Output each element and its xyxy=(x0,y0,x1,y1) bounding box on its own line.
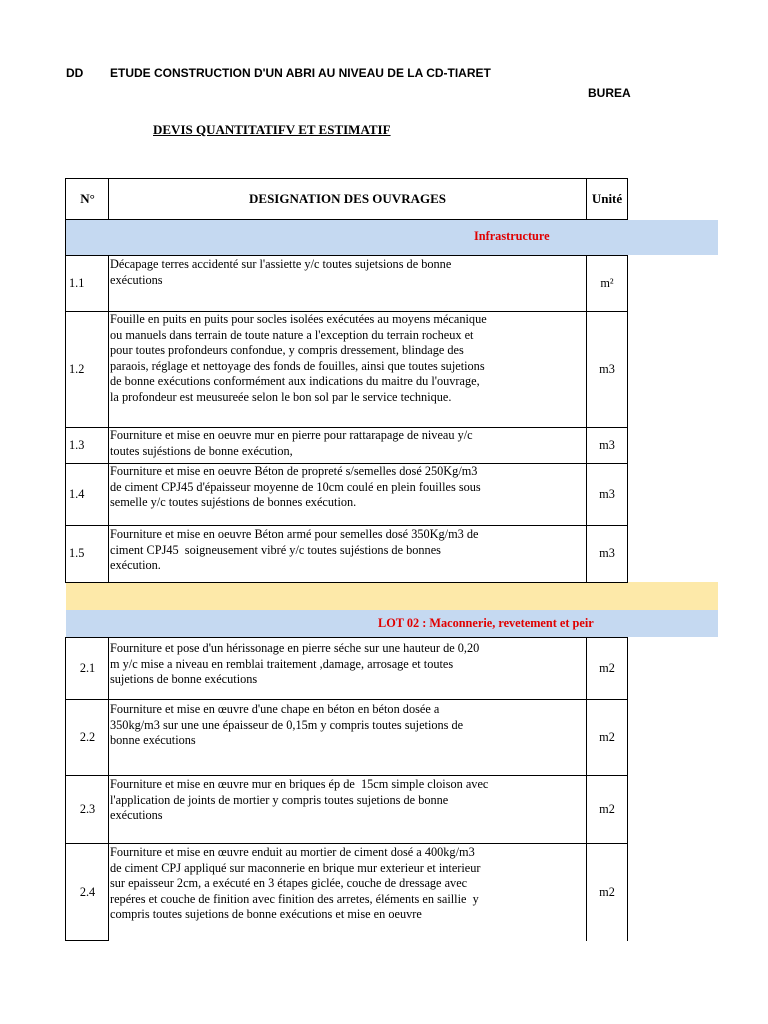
row-designation: Fourniture et pose d'un hérissonage en pierre séche sur une hauteur de 0,20 m y/c mise a niveau en remblai traitement ,damage, arrosage et toutes sujetions de bonne exécutions xyxy=(110,641,480,687)
grid-line xyxy=(65,699,628,700)
row-designation: Fourniture et mise en œuvre enduit au mortier de ciment dosé a 400kg/m3 de ciment CPJ appliqué sur maconnerie en brique mur exterieur et interieur sur epaisseur 2cm, a exécuté en 3 étapes giclée, couche de dressage avec repéres et couche de finition avec finition des arretes, éléments en saillie y compris toutes sujetions de bonne exécutions et mise en oeuvre xyxy=(110,845,481,922)
grid-line xyxy=(65,525,628,526)
row-no: 1.2 xyxy=(69,361,85,376)
grid-line xyxy=(627,178,628,220)
row-no: 2.2 xyxy=(79,729,96,744)
grid-line xyxy=(65,463,628,464)
row-no: 2.4 xyxy=(79,884,96,899)
grid-line xyxy=(65,843,628,844)
row-unit: m3 xyxy=(599,361,615,376)
grid-line xyxy=(65,219,628,220)
grid-line xyxy=(65,637,628,638)
row-unit: m² xyxy=(600,275,614,290)
row-unit: m3 xyxy=(599,437,615,452)
devis-title: DEVIS QUANTITATIFV ET ESTIMATIF xyxy=(153,122,391,137)
row-designation: Fourniture et mise en oeuvre Béton de propreté s/semelles dosé 250Kg/m3 de ciment CPJ45 d'épaisseur moyenne de 10cm coulé en plein fouilles sous semelle y/c toutes sujéstions de bonnes exécution. xyxy=(110,464,481,510)
grid-line xyxy=(65,178,628,179)
row-unit: m2 xyxy=(599,660,615,675)
row-no: 1.1 xyxy=(69,275,85,290)
document-ref: DD xyxy=(66,66,84,80)
section-band-infrastructure xyxy=(66,220,718,255)
grid-line xyxy=(108,637,109,941)
row-designation: Fouille en puits en puits pour socles isolées exécutées au moyens mécanique ou manuels dans terrain de toute nature a l'exception du terrain rocheux et pour toutes profondeurs confondue, y compris dressement, blindage des paraois, réglage et nettoyage des fonds de fouilles, ainsi que toutes sujetions de bonne exécutions conformément aux indications du maitre du l'ouvrage, la profondeur est meusureée selon le bon sol par le service technique. xyxy=(110,312,487,404)
row-unit: m2 xyxy=(599,729,615,744)
row-unit: m3 xyxy=(599,546,615,560)
grid-line xyxy=(108,178,109,220)
grid-line xyxy=(65,427,628,428)
row-no: 1.4 xyxy=(69,486,85,501)
row-designation: Fourniture et mise en oeuvre Béton armé pour semelles dosé 350Kg/m3 de ciment CPJ45 soigneusement vibré y/c toutes sujéstions de bonnes exécution. xyxy=(110,527,479,573)
grid-line xyxy=(627,637,628,941)
grid-line xyxy=(65,178,66,582)
grid-line xyxy=(108,255,109,582)
row-no: 1.3 xyxy=(69,437,85,452)
grid-line xyxy=(65,637,66,941)
grid-line xyxy=(65,775,628,776)
row-designation: Décapage terres accidenté sur l'assiette y/c toutes sujetsions de bonne exécutions xyxy=(110,257,452,287)
row-unit: m2 xyxy=(599,801,615,816)
grid-line xyxy=(65,940,109,941)
grid-line xyxy=(586,178,587,220)
grid-line xyxy=(586,637,587,941)
row-no: 2.1 xyxy=(79,660,96,675)
grid-line xyxy=(65,582,628,583)
empty-band xyxy=(66,582,718,610)
document-title: ETUDE CONSTRUCTION D'UN ABRI AU NIVEAU DE LA CD-TIARET xyxy=(110,66,491,80)
header-unite: Unité xyxy=(591,191,623,206)
header-designation: DESIGNATION DES OUVRAGES xyxy=(249,191,446,206)
row-designation: Fourniture et mise en œuvre mur en briques ép de 15cm simple cloison avec l'application de joints de mortier y compris toutes sujetions de bonne exécutions xyxy=(110,777,489,823)
row-no: 2.3 xyxy=(79,801,96,816)
grid-line xyxy=(627,255,628,582)
section-title-infrastructure: Infrastructure xyxy=(474,229,550,243)
bureau-label: BUREA xyxy=(588,86,631,100)
header-no: N° xyxy=(80,191,95,206)
row-unit: m2 xyxy=(599,884,615,899)
grid-line xyxy=(65,255,628,256)
grid-line xyxy=(586,255,587,582)
row-no: 1.5 xyxy=(69,546,85,560)
section-title-lot02: LOT 02 : Maconnerie, revetement et peir xyxy=(378,616,594,630)
row-unit: m3 xyxy=(599,486,615,501)
row-designation: Fourniture et mise en œuvre d'une chape en béton en béton dosée a 350kg/m3 sur une une épaisseur de 0,15m y compris toutes sujetions de bonne exécutions xyxy=(110,702,464,748)
grid-line xyxy=(65,311,628,312)
row-designation: Fourniture et mise en oeuvre mur en pierre pour rattarapage de niveau y/c toutes sujéstions de bonne exécution, xyxy=(110,428,473,458)
